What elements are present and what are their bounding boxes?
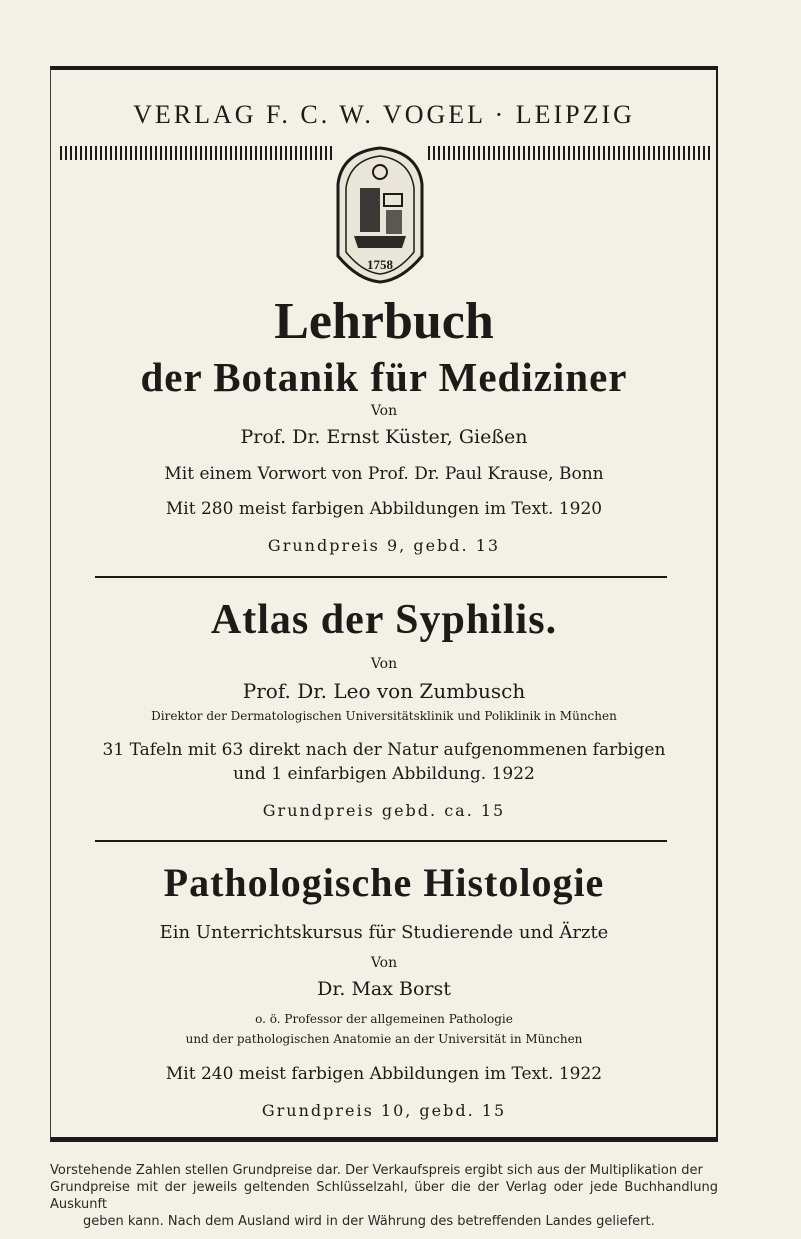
book2-details-line2: und 1 einfarbigen Abbildung. 1922 xyxy=(233,764,535,784)
book2-price: Grundpreis gebd. ca. 15 xyxy=(262,801,506,820)
book3-price: Grundpreis 10, gebd. 15 xyxy=(261,1101,507,1120)
book3-author: Dr. Max Borst xyxy=(317,978,451,1000)
footer-line2: Grundpreise mit der jeweils geltenden Schlüsselzahl, über die der Verlag oder jede Buchhandlung Auskunft xyxy=(50,1180,718,1212)
publisher-header: VERLAG F. C. W. VOGEL · LEIPZIG xyxy=(133,100,635,129)
book2-author: Prof. Dr. Leo von Zumbusch xyxy=(242,679,526,703)
book3-title: Pathologische Histologie xyxy=(163,860,605,905)
book1-author: Prof. Dr. Ernst Küster, Gießen xyxy=(240,426,528,448)
emblem-year: 1758 xyxy=(367,257,393,272)
book1-title-line1: Lehrbuch xyxy=(274,293,494,350)
decorative-hatch-right xyxy=(428,146,711,160)
book3-details: Mit 240 meist farbigen Abbildungen im Text. 1922 xyxy=(165,1064,603,1084)
book1-foreword: Mit einem Vorwort von Prof. Dr. Paul Krause, Bonn xyxy=(164,464,604,484)
decorative-hatch-left xyxy=(60,146,332,160)
book1-price: Grundpreis 9, gebd. 13 xyxy=(267,536,501,555)
divider-1 xyxy=(95,576,667,578)
book1-von: Von xyxy=(370,403,398,419)
book3-affiliation-line2: und der pathologischen Anatomie an der Universität in München xyxy=(185,1032,583,1046)
footer-note xyxy=(50,1162,718,1230)
book3-affiliation-line1: o. ö. Professor der allgemeinen Pathologie xyxy=(255,1012,513,1026)
book2-von: Von xyxy=(370,656,398,672)
footer-line3: geben kann. Nach dem Ausland wird in der Währung des betreffenden Landes geliefert. xyxy=(83,1214,655,1229)
divider-2 xyxy=(95,840,667,842)
book2-affiliation: Direktor der Dermatologischen Universitätsklinik und Poliklinik in München xyxy=(151,709,617,723)
book1-title-line2: der Botanik für Mediziner xyxy=(140,354,628,400)
publisher-emblem-icon xyxy=(332,144,428,284)
book2-title: Atlas der Syphilis. xyxy=(210,597,558,643)
footer-line1: Vorstehende Zahlen stellen Grundpreise dar. Der Verkaufspreis ergibt sich aus der Multiplikation der xyxy=(50,1163,703,1178)
book3-von: Von xyxy=(370,955,398,971)
book2-details-line1: 31 Tafeln mit 63 direkt nach der Natur aufgenommenen farbigen xyxy=(102,740,666,760)
book1-details: Mit 280 meist farbigen Abbildungen im Text. 1920 xyxy=(165,499,603,519)
book3-subtitle: Ein Unterrichtskursus für Studierende und Ärzte xyxy=(159,922,609,943)
